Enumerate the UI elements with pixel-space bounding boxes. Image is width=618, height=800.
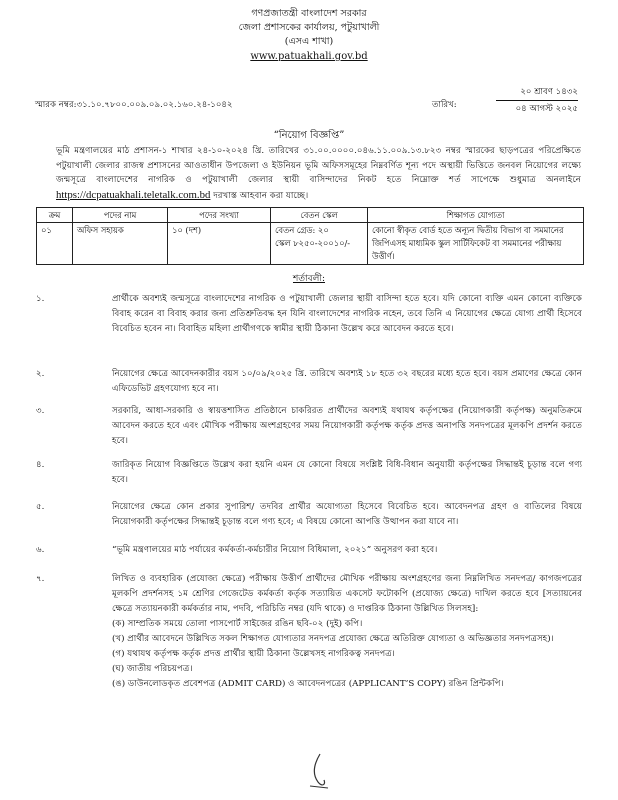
condition-text: সরকারি, আধা-সরকারি ও স্বায়ত্তশাসিত প্রতিষ্ঠানে চাকরিরত প্রার্থীদের অবশ্যই যথাযথ কর্তৃপক্ষের (নিয়োগকারী কর্তৃপক্ষ) অনুমতিক্রমে আবেদন করতে হবে এবং মৌখিক পরীক্ষায় অংশগ্রহণের সময় নিয়োগকারী কর্তৃপক্ষ কর্তৃক প্রদত্ত অনাপত্তি সনদপত্রের মূলকপি প্রদর্শন করতে হবে। (112, 406, 582, 446)
header-qualification: শিক্ষাগত যোগ্যতা (368, 208, 584, 223)
header-section: (এসএ শাখা) (284, 36, 334, 47)
condition-text: “ভূমি মন্ত্রণালয়ের মাঠ পর্যায়ের কর্মকর্তা-কর্মচারীর নিয়োগ বিধিমালা, ২০২১” অনুসরণ করা হবে। (112, 545, 438, 555)
condition-text-block (112, 572, 582, 692)
notice-title: “নিয়োগ বিজ্ঞপ্তি” (273, 130, 345, 141)
condition-text: প্রার্থীকে অবশ্যই জন্মসূত্রে বাংলাদেশের নাগরিক ও পটুয়াখালী জেলার স্থায়ী বাসিন্দা হতে হবে। যদি কোনো ব্যক্তি এমন কোনো ব্যক্তিকে বিবাহ করেন বা বিবাহ করার জন্য প্রতিশ্রুতিবদ্ধ হন যিনি বাংলাদেশের নাগরিক নহেন, তবে তিনি এ নিয়োগের ক্ষেত্রে যোগ্য প্রার্থী হিসেবে বিবেচিত হবেন না। বিবাহিত মহিলা প্রার্থীগণকে স্বামীর স্থায়ী ঠিকানা উল্লেখ করে আবেদন করতে হবে। (112, 294, 582, 334)
header-count: পদের সংখ্যা (168, 208, 271, 223)
document-item-ga: (গ) যথাযথ কর্তৃপক্ষ কর্তৃক প্রদত্ত প্রার্থীর স্থায়ী ঠিকানা উল্লেখসহ নাগরিকত্ব সনদপত্র। (112, 649, 395, 659)
intro-paragraph (56, 144, 581, 203)
header-scale: বেতন স্কেল (271, 208, 368, 223)
date-bangla: ২০ শ্রাবণ ১৪৩২ (520, 87, 578, 97)
condition-number: ৪. (36, 460, 45, 470)
cell-qualification: কোনো স্বীকৃত বোর্ড হতে অন্যূন দ্বিতীয় বিভাগ বা সমমানের জিপিএসহ মাধ্যমিক স্কুল সার্টিফিকেট বা সমমানের পরীক্ষায় উত্তীর্ণ। (368, 223, 584, 265)
cell-scale (271, 223, 368, 265)
condition-number: ৫. (36, 502, 45, 512)
condition-number: ২. (36, 369, 45, 379)
header-office: জেলা প্রশাসকের কার্যালয়, পটুয়াখালী (238, 22, 380, 33)
website-link[interactable]: www.patuakhali.gov.bd (250, 51, 368, 62)
condition-number: ১. (36, 294, 45, 304)
condition-number: ৩. (36, 406, 45, 416)
condition-number: ৬. (36, 545, 45, 555)
condition-number: ৭. (36, 574, 45, 584)
document-item-kha: (খ) প্রার্থীর আবেদনে উল্লিখিত সকল শিক্ষাগত যোগ্যতার সনদপত্র প্রযোজ্য ক্ষেত্রে অতিরিক্ত যোগ্যতা ও অভিজ্ঞতার সনদপত্রসহ)। (112, 634, 554, 644)
document-item-uma: (ঙ) ডাউনলোডকৃত প্রবেশপত্র (ADMIT CARD) ও আবেদনপত্রের (APPLICANT’S COPY) রঙিন প্রিন্টকপি। (112, 679, 504, 689)
condition-text: লিখিত ও ব্যবহারিক (প্রযোজ্য ক্ষেত্রে) পরীক্ষায় উত্তীর্ণ প্রার্থীদের মৌখিক পরীক্ষায় অংশগ্রহণের জন্য নিম্নলিখিত সনদপত্র/ কাগজপত্রের মূলকপি প্রদর্শনসহ ১ম শ্রেণির গেজেটেড কর্মকর্তা কর্তৃক সত্যায়িত একসেট ফটোকপি (প্রযোজ্য ক্ষেত্রে) দাখিল করতে হবে [সত্যায়নের ক্ষেত্রে সত্যায়নকারী কর্মকর্তার নাম, পদবি, পরিচিতি নম্বর (যদি থাকে) ও দাপ্তরিক ঠিকানা উল্লিখিত সিলসহ]: (112, 574, 582, 614)
signature-mark-icon (306, 752, 332, 792)
condition-text: নিয়োগের ক্ষেত্রে কোন প্রকার সুপারিশ/ তদবির প্রার্থীর অযোগ্যতা হিসেবে বিবেচিত হবে। আবেদনপত্র গ্রহণ ও বাতিলের বিষয়ে নিয়োগকারী কর্তৃপক্ষের সিদ্ধান্তই চূড়ান্ত বলে গণ্য হবে; এ বিষয়ে কোনো আপত্তি উত্থাপন করা যাবে না। (112, 502, 582, 527)
intro-text: ভূমি মন্ত্রণালয়ের মাঠ প্রশাসন-১ শাখার ২৪-১০-২০২৪ খ্রি. তারিখের ৩১.০০.০০০০.০৪৬.১১.০০৯.১৩.৮২৩ নম্বর স্মারকের ছাড়পত্রের পরিপ্রেক্ষিতে পটুয়াখালী জেলার রাজস্ব প্রশাসনের আওতাধীন উপজেলা ও ইউনিয়ন ভূমি অফিসসমূহের নিম্নবর্ণিত শূন্য পদে অস্থায়ী ভিত্তিতে জনবল নিয়োগের লক্ষ্যে জন্মসূত্রে বাংলাদেশের নাগরিক ও পটুয়াখালী জেলার স্থায়ী বাসিন্দাদের নিকট হতে নিম্নোক্ত শর্ত সাপেক্ষে শুধুমাত্র অনলাইনে (56, 146, 581, 186)
cell-post: অফিস সহায়ক (73, 223, 168, 265)
table-row (37, 223, 584, 265)
intro-tail: দরখাস্ত আহবান করা যাচ্ছে। (213, 190, 309, 201)
header-serial: ক্রম (37, 208, 73, 223)
condition-text: জারিকৃত নিয়োগ বিজ্ঞপ্তিতে উল্লেখ করা হয়নি এমন যে কোনো বিষয়ে সংশ্লিষ্ট বিধি-বিধান অনুযায়ী কর্তৃপক্ষের সিদ্ধান্তই চূড়ান্ত বলে গণ্য হবে। (112, 460, 582, 485)
application-link[interactable]: https://dcpatuakhali.teletalk.com.bd (56, 188, 211, 201)
header-government: গণপ্রজাতন্ত্রী বাংলাদেশ সরকার (251, 8, 367, 19)
date-english: ০৪ আগস্ট ২০২৫ (515, 104, 578, 114)
date-label: তারিখ: (432, 100, 457, 110)
scale-range: স্কেল ৮২৫০-২০০১০/- (275, 238, 351, 248)
document-item-gha: (ঘ) জাতীয় পরিচয়পত্র। (112, 664, 193, 674)
date-divider (496, 100, 578, 101)
cell-serial: ০১ (37, 223, 73, 265)
condition-text: নিয়োগের ক্ষেত্রে আবেদনকারীর বয়স ১০/০৯/২০২৫ খ্রি. তারিখে অবশ্যই ১৮ হতে ৩২ বছরের মধ্যে হতে হবে। বয়স প্রমাণের ক্ষেত্রে কোন এফিডেভিট গ্রহণযোগ্য হবে না। (112, 369, 582, 394)
document-item-ka: (ক) সাম্প্রতিক সময়ে তোলা পাসপোর্ট সাইজের রঙিন ছবি-০২ (দুই) কপি। (112, 619, 363, 629)
table-header-row (37, 208, 584, 223)
posts-table (36, 207, 584, 265)
header-post: পদের নাম (73, 208, 168, 223)
scale-grade: বেতন গ্রেড: ২০ (275, 225, 329, 235)
conditions-title: শর্তাবলী: (292, 274, 325, 284)
date-block (480, 85, 578, 116)
memo-number: স্মারক নম্বর:৩১.১০.৭৮০০.০০৯.০৯.০২.১৬০.২৪-১০৪২ (35, 100, 233, 110)
cell-count: ১০ (দশ) (168, 223, 271, 265)
